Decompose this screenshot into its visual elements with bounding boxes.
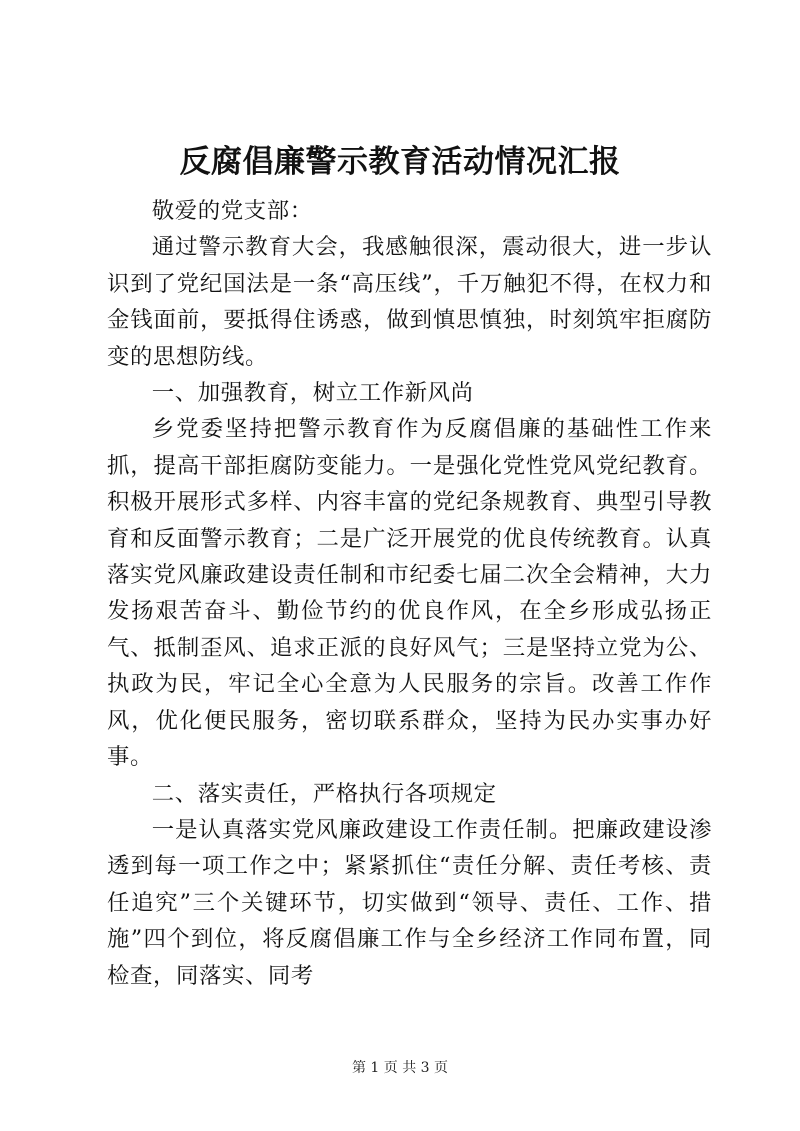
- body-paragraph: 乡党委坚持把警示教育作为反腐倡廉的基础性工作来抓，提高干部拒腐防变能力。一是强化党性党风党纪教育。积极开展形式多样、内容丰富的党纪条规教育、典型引导教育和反面警示教育；二是广泛开展党的优良传统教育。认真落实党风廉政建设责任制和市纪委七届二次全会精神，大力发扬艰苦奋斗、勤俭节约的优良作风，在全乡形成弘扬正气、抵制歪风、追求正派的良好风气；三是坚持立党为公、执政为民，牢记全心全意为人民服务的宗旨。改善工作作风，优化便民服务，密切联系群众，坚持为民办实事办好事。: [107, 416, 712, 771]
- section-heading: 二、落实责任，严格执行各项规定: [151, 780, 497, 807]
- salutation: 敬爱的党支部：: [151, 198, 313, 224]
- body-paragraph: 一是认真落实党风廉政建设工作责任制。把廉政建设渗透到每一项工作之中；紧紧抓住“责任分解、责任考核、责任追究”三个关键环节，切实做到“领导、责任、工作、措施”四个到位，将反腐倡廉工作与全乡经济工作同布置，同检查，同落实、同考: [107, 816, 712, 989]
- body-paragraph: 通过警示教育大会，我感触很深，震动很大，进一步认识到了党纪国法是一条“高压线”，千万触犯不得，在权力和金钱面前，要抵得住诱惑，做到慎思慎独，时刻筑牢拒腐防变的思想防线。: [107, 234, 712, 370]
- section-heading: 一、加强教育，树立工作新风尚: [151, 380, 474, 407]
- document-body: [107, 193, 712, 994]
- document-title: 反腐倡廉警示教育活动情况汇报: [179, 144, 621, 180]
- page-footer: 第 1 页 共 3 页: [351, 1060, 449, 1076]
